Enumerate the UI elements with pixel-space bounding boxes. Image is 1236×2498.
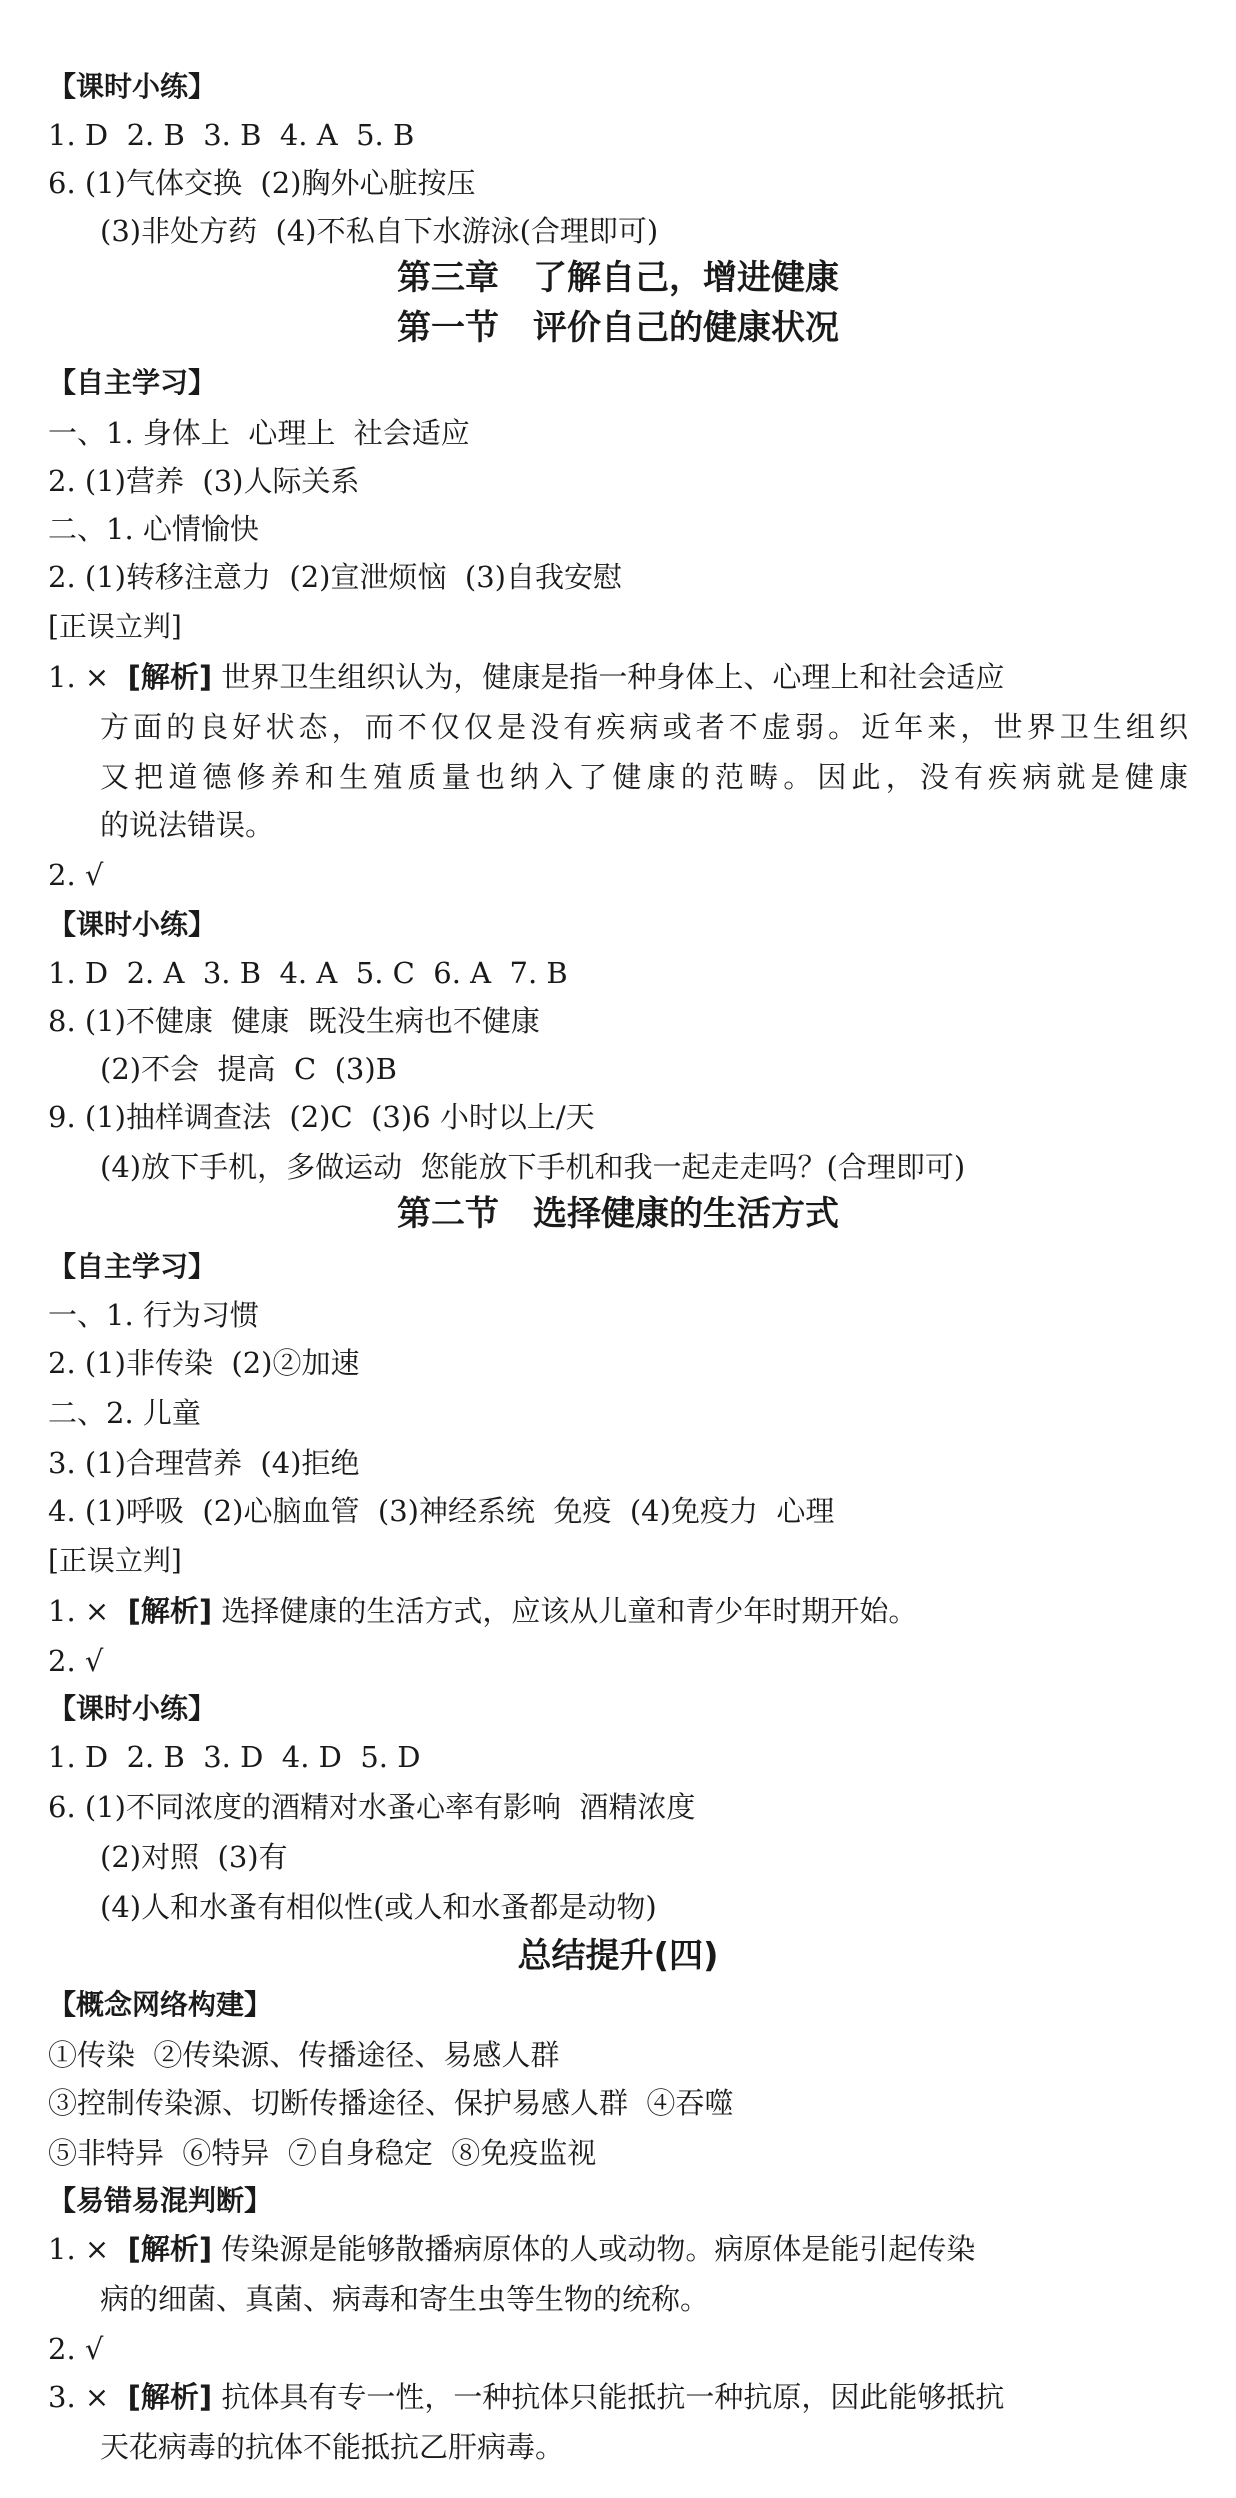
section-label: 【课时小练】 (48, 1692, 217, 1725)
item-number: 1. × (48, 1594, 128, 1628)
analysis-line (48, 2380, 1188, 2414)
analysis-text: 选择健康的生活方式，应该从儿童和青少年时期开始。 (212, 1594, 918, 1628)
item-number: 3. × (48, 2380, 128, 2414)
answer-line: 2. (1)营养 (3)人际关系 (48, 464, 360, 498)
analysis-line: 的说法错误。 (100, 808, 275, 842)
section-label: 【概念网络构建】 (48, 1988, 273, 2021)
analysis-line (48, 1594, 1188, 1628)
answer-line: 1. D 2. B 3. D 4. D 5. D (48, 1740, 421, 1774)
analysis-tag: [解析] (127, 660, 213, 694)
answer-line: 8. (1)不健康 健康 既没生病也不健康 (48, 1004, 540, 1038)
analysis-text: 世界卫生组织认为，健康是指一种身体上、心理上和社会适应 (212, 660, 1005, 694)
section-label: 【自主学习】 (48, 1250, 217, 1283)
analysis-tag: [解析] (127, 2380, 213, 2414)
answer-line: 一、1. 身体上 心理上 社会适应 (48, 416, 470, 450)
answer-line: (4)放下手机，多做运动 您能放下手机和我一起走走吗？(合理即可) (100, 1150, 966, 1184)
answer-line: 2. (1)非传染 (2)②加速 (48, 1346, 360, 1380)
section-heading: 第三章 了解自己，增进健康 (397, 258, 839, 298)
analysis-line (48, 2232, 1188, 2266)
analysis-line: 方面的良好状态，而不仅仅是没有疾病或者不虚弱。近年来，世界卫生组织 (100, 710, 1188, 744)
answer-line: (2)不会 提高 C (3)B (100, 1052, 397, 1086)
answer-line: (3)非处方药 (4)不私自下水游泳(合理即可) (100, 214, 659, 248)
section-label: [正误立判] (48, 1544, 182, 1577)
section-heading: 第一节 评价自己的健康状况 (397, 308, 839, 348)
section-heading: 总结提升(四) (517, 1936, 719, 1976)
analysis-line: 天花病毒的抗体不能抵抗乙肝病毒。 (100, 2430, 565, 2464)
answer-line: 6. (1)不同浓度的酒精对水蚤心率有影响 酒精浓度 (48, 1790, 696, 1824)
answer-line: (4)人和水蚤有相似性(或人和水蚤都是动物) (100, 1890, 657, 1924)
analysis-line (48, 660, 1188, 694)
item-number: 1. × (48, 2232, 128, 2266)
answer-line: 一、1. 行为习惯 (48, 1298, 259, 1332)
analysis-tag: [解析] (127, 2232, 213, 2266)
answer-line: ①传染 ②传染源、传播途径、易感人群 (48, 2038, 560, 2072)
analysis-tag: [解析] (127, 1594, 213, 1628)
answer-line: 6. (1)气体交换 (2)胸外心脏按压 (48, 166, 476, 200)
item-number: 1. × (48, 660, 128, 694)
answer-line: 二、2. 儿童 (48, 1396, 201, 1430)
answer-line: 2. √ (48, 2332, 104, 2366)
analysis-line: 病的细菌、真菌、病毒和寄生虫等生物的统称。 (100, 2282, 710, 2316)
answer-line: 2. (1)转移注意力 (2)宣泄烦恼 (3)自我安慰 (48, 560, 622, 594)
answer-line: ⑤非特异 ⑥特异 ⑦自身稳定 ⑧免疫监视 (48, 2136, 597, 2170)
answer-line: (2)对照 (3)有 (100, 1840, 288, 1874)
section-heading: 第二节 选择健康的生活方式 (397, 1194, 839, 1234)
section-label: 【课时小练】 (48, 70, 217, 103)
answer-line: 3. (1)合理营养 (4)拒绝 (48, 1446, 360, 1480)
analysis-text: 抗体具有专一性，一种抗体只能抵抗一种抗原，因此能够抵抗 (212, 2380, 1005, 2414)
answer-line: 1. D 2. A 3. B 4. A 5. C 6. A 7. B (48, 956, 568, 990)
answer-line: 4. (1)呼吸 (2)心脑血管 (3)神经系统 免疫 (4)免疫力 心理 (48, 1494, 835, 1528)
answer-line: 二、1. 心情愉快 (48, 512, 259, 546)
answer-line: 9. (1)抽样调查法 (2)C (3)6 小时以上/天 (48, 1100, 595, 1134)
answer-line: 2. √ (48, 858, 104, 892)
section-label: [正误立判] (48, 610, 182, 643)
answer-line: 1. D 2. B 3. B 4. A 5. B (48, 118, 415, 152)
analysis-line: 又把道德修养和生殖质量也纳入了健康的范畴。因此，没有疾病就是健康 (100, 760, 1188, 794)
section-label: 【课时小练】 (48, 908, 217, 941)
answer-line: 2. √ (48, 1644, 104, 1678)
section-label: 【易错易混判断】 (48, 2184, 273, 2217)
answer-line: ③控制传染源、切断传播途径、保护易感人群 ④吞噬 (48, 2086, 734, 2120)
analysis-text: 传染源是能够散播病原体的人或动物。病原体是能引起传染 (212, 2232, 976, 2266)
section-label: 【自主学习】 (48, 366, 217, 399)
